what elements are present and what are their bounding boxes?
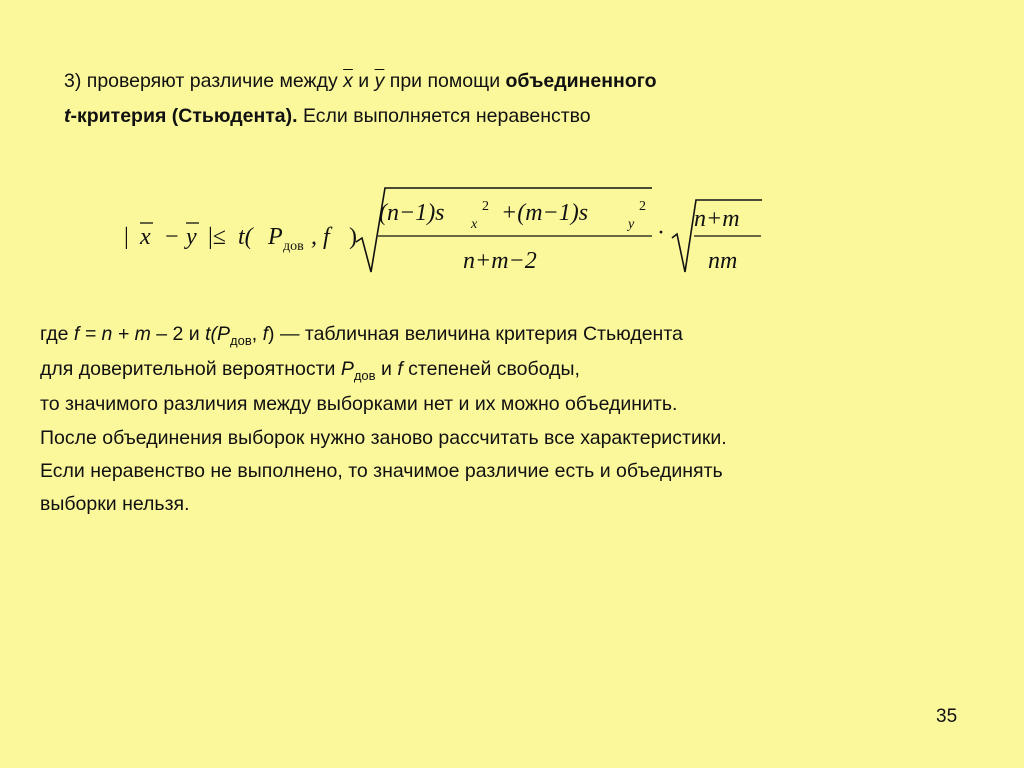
formula-r2-numerator: n+m — [694, 206, 740, 232]
intro-text: и — [352, 70, 375, 92]
intro-line-2 — [64, 104, 591, 128]
abs-bar: | — [124, 224, 129, 250]
intro-text: при помощи — [384, 70, 506, 92]
page-number: 35 — [936, 706, 958, 727]
intro-bold-term: объединенного — [505, 70, 657, 92]
sy-sub: y — [628, 217, 635, 232]
formula-dot: · — [657, 220, 665, 246]
body-line-3: то значимого различия между выборками нет и их можно объединить. — [40, 393, 678, 415]
formula-le: |≤ — [208, 224, 226, 250]
sx-sub: x — [471, 217, 478, 232]
body-line-6: выборки нельзя. — [40, 493, 190, 515]
formula-P: P — [268, 224, 283, 250]
intro-text: Если выполняется неравенство — [297, 105, 591, 127]
formula-x: x — [140, 224, 151, 250]
intro-text: 3) проверяют различие между — [64, 70, 344, 92]
formula-f: , f — [311, 224, 330, 250]
intro-bold-term: -критерия (Стьюдента). — [70, 105, 298, 127]
body-line-4: После объединения выборок нужно заново рассчитать все характеристики. — [40, 427, 727, 449]
formula-numerator: (n−1)s — [379, 200, 445, 226]
x-bar-symbol: $\overline{x}$ — [343, 70, 353, 92]
y-bar-symbol: $\overline{y}$ — [374, 70, 385, 92]
formula-close: ) — [349, 224, 357, 250]
formula-denominator: n+m−2 — [463, 248, 537, 274]
formula-r2-denominator: nm — [708, 248, 738, 274]
formula-y: y — [186, 224, 197, 250]
formula-t: t( — [238, 224, 253, 250]
t-test-inequality-formula — [120, 182, 780, 282]
body-line-2: для доверительной вероятности $P_{дов}$ и f степеней свободы, — [40, 358, 580, 383]
sx-sq: 2 — [482, 199, 489, 214]
body-line-5: Если неравенство не выполнено, то значимое различие есть и объединять — [40, 460, 723, 482]
sy-sq: 2 — [639, 199, 646, 214]
formula-P-sub: дов — [283, 239, 304, 254]
formula-minus: − — [165, 224, 179, 250]
intro-line-1 — [64, 69, 657, 93]
t-symbol: t — [64, 105, 71, 127]
body-line-1: где f = n + m – 2 и $t(P_{дов}$, f) — табличная величина критерия Стьюдента — [40, 323, 683, 348]
formula-numerator-2: +(m−1)s — [501, 200, 589, 226]
